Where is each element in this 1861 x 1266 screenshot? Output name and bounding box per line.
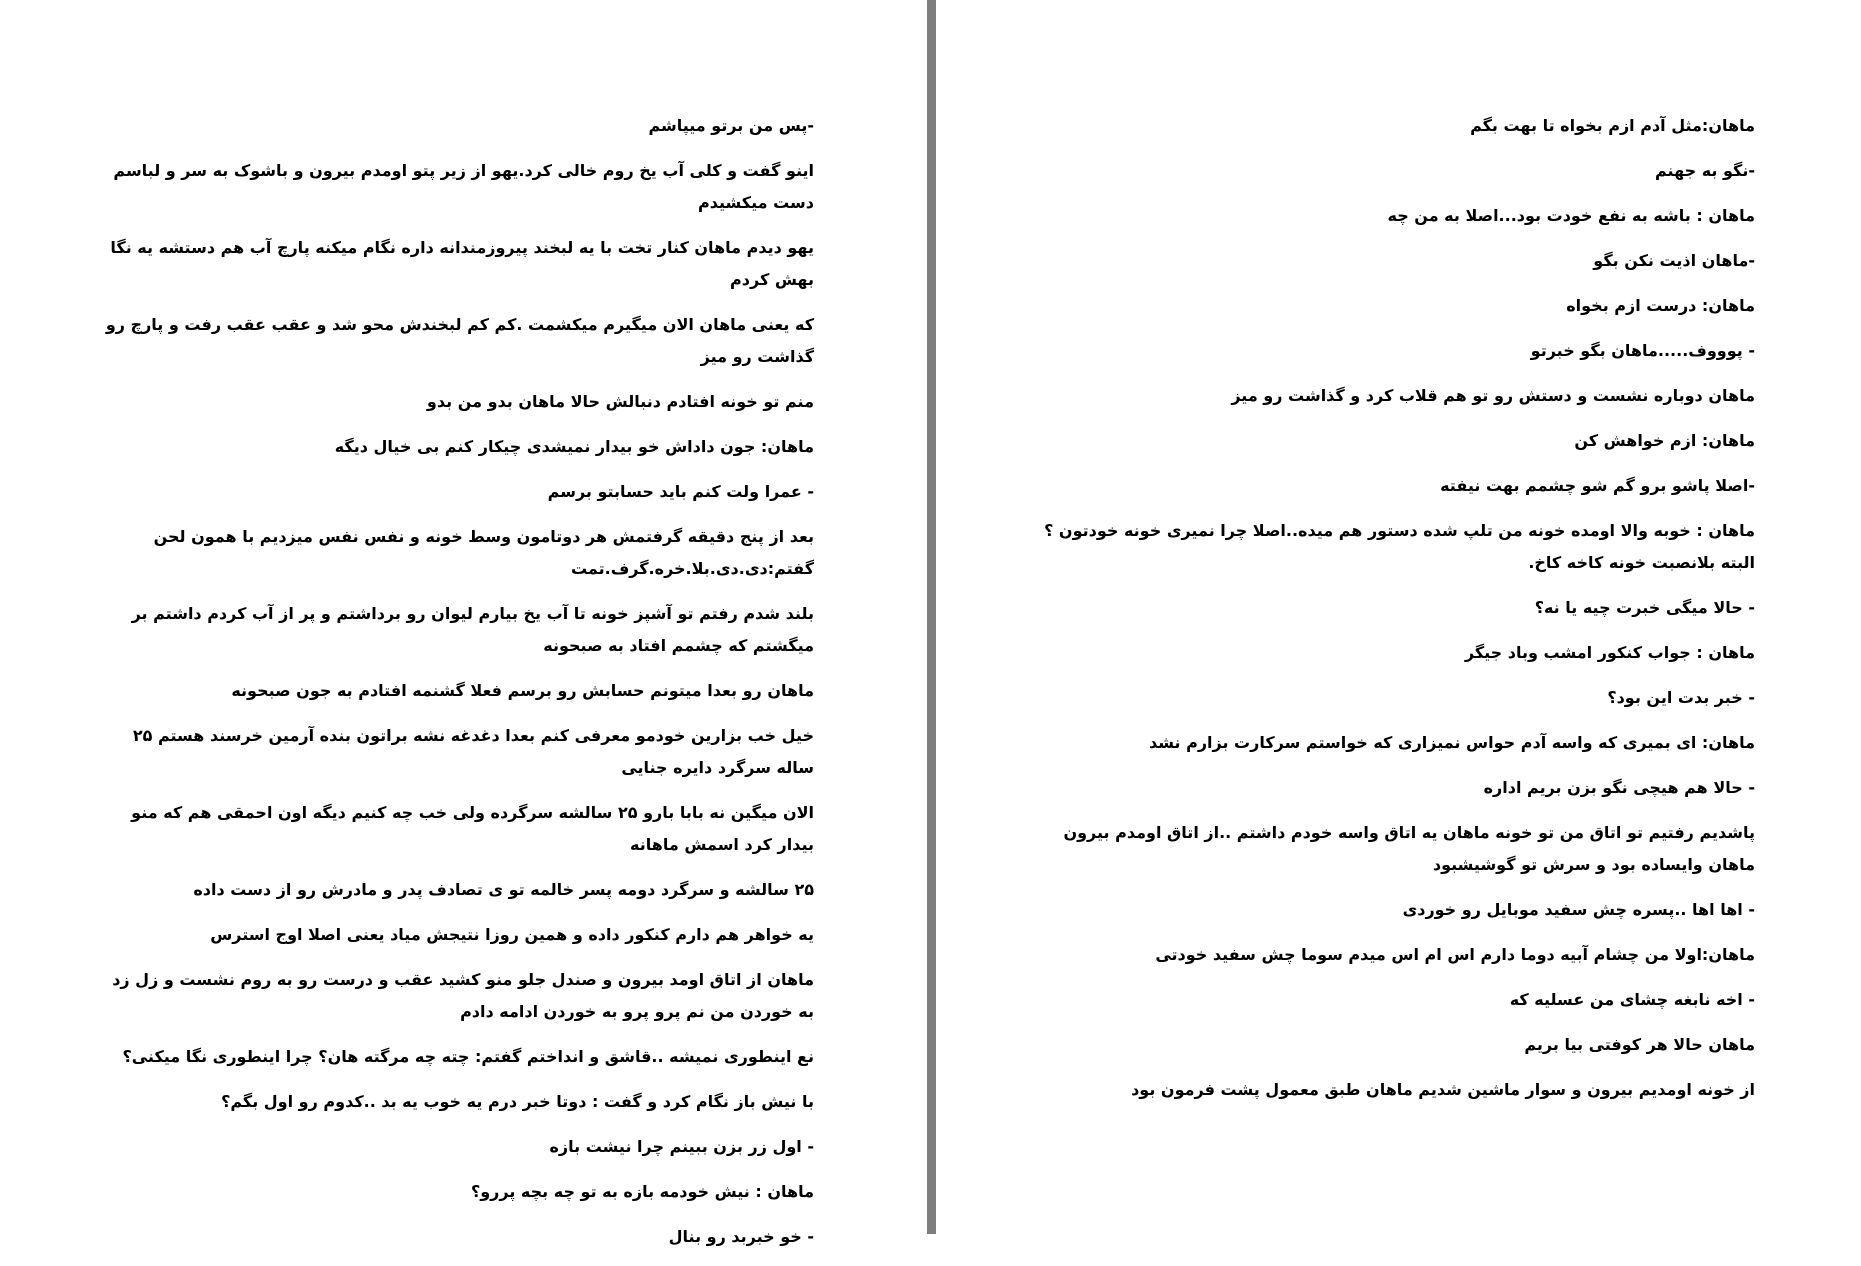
paragraph: ماهان:مثل آدم ازم بخواه تا بهت بگم bbox=[1470, 116, 1755, 135]
right-page bbox=[942, 0, 1861, 1234]
paragraph: - پوووف.....ماهان بگو خبرتو bbox=[1530, 341, 1755, 360]
paragraph: اینو گفت و کلی آب یخ روم خالی کرد.یهو از زیر پتو اومدم بیرون و باشوک به سر و لباسم دست میکشیدم bbox=[113, 161, 814, 212]
paragraph: خیل خب بزارین خودمو معرفی کنم بعدا دغدغه نشه براتون بنده آرمین خرسند هستم ۲۵ ساله سرگرد دایره جنایی bbox=[132, 726, 814, 777]
paragraph: - اها اها ..پسره چش سفید موبایل رو خوردی bbox=[1402, 900, 1755, 919]
left-page-text bbox=[94, 110, 814, 1266]
paragraph: الان میگین نه بابا بارو ۲۵ سالشه سرگرده ولی خب چه کنیم دیگه اون احمقی هم که منو بیدار کرد اسمش ماهانه bbox=[131, 803, 814, 854]
paragraph: با نیش باز نگام کرد و گفت : دوتا خبر درم یه خوب یه بد ..کدوم رو اول بگم؟ bbox=[221, 1092, 814, 1111]
paragraph: ماهان: جون داداش خو بیدار نمیشدی چیکار کنم بی خیال دیگه bbox=[334, 437, 814, 456]
paragraph: منم تو خونه افتادم دنبالش حالا ماهان بدو من بدو bbox=[426, 392, 814, 411]
paragraph: - خو خبربد رو بنال bbox=[668, 1227, 814, 1246]
paragraph: پاشدیم رفتیم تو اتاق من تو خونه ماهان یه اتاق واسه خودم داشتم ..از اتاق اومدم بیرون ماهان وایساده بود و سرش تو گوشیشبود bbox=[1063, 823, 1755, 874]
right-page-text bbox=[1035, 110, 1755, 1119]
page-divider bbox=[927, 0, 936, 1234]
paragraph: - خبر بدت این بود؟ bbox=[1607, 688, 1755, 707]
paragraph: ماهان : جواب کنکور امشب وباد جیگر bbox=[1464, 643, 1755, 662]
paragraph: - عمرا ولت کنم باید حسابتو برسم bbox=[547, 482, 814, 501]
paragraph: -اصلا پاشو برو گم شو چشمم بهت نیفته bbox=[1440, 476, 1755, 495]
paragraph: ماهان دوباره نشست و دستش رو تو هم قلاب کرد و گذاشت رو میز bbox=[1231, 386, 1755, 405]
paragraph: ماهان: ازم خواهش کن bbox=[1574, 431, 1755, 450]
paragraph: ماهان رو بعدا میتونم حسابش رو برسم فعلا گشنمه افتادم به جون صبحونه bbox=[231, 681, 814, 700]
left-page bbox=[0, 0, 924, 1246]
paragraph: نع اینطوری نمیشه ..قاشق و انداختم گفتم: چته چه مرگته هان؟ چرا اینطوری نگا میکنی؟ bbox=[122, 1047, 814, 1066]
paragraph: که یعنی ماهان الان میگیرم میکشمت .کم کم لبخندش محو شد و عقب عقب رفت و پارچ رو گذاشت رو میز bbox=[105, 315, 814, 366]
paragraph: -پس من برتو میپاشم bbox=[648, 116, 814, 135]
paragraph: ماهان : خوبه والا اومده خونه من تلپ شده دستور هم میده..اصلا چرا نمیری خونه خودتون ؟ البته بلانصبت خونه کاخه کاخ. bbox=[1044, 521, 1755, 572]
paragraph: ماهان : نیش خودمه بازه به تو چه بچه پررو؟ bbox=[470, 1182, 814, 1201]
paragraph: بلند شدم رفتم تو آشپز خونه تا آب یخ بیارم لیوان رو برداشتم و پر از آب کردم داشتم بر میگشتم که چشمم افتاد به صبحونه bbox=[131, 604, 814, 655]
paragraph: - اخه نابغه چشای من عسلیه که bbox=[1509, 990, 1755, 1009]
paragraph: یه خواهر هم دارم کنکور داده و همین روزا نتیجش میاد یعنی اصلا اوج استرس bbox=[210, 925, 814, 944]
paragraph: ۲۵ سالشه و سرگرد دومه پسر خالمه تو ی تصادف پدر و مادرش رو از دست داده bbox=[193, 880, 814, 899]
paragraph: از خونه اومدیم بیرون و سوار ماشین شدیم ماهان طبق معمول پشت فرمون بود bbox=[1131, 1080, 1755, 1099]
paragraph: ماهان: ای بمیری که واسه آدم حواس نمیزاری که خواستم سرکارت بزارم نشد bbox=[1148, 733, 1755, 752]
paragraph: - حالا میگی خبرت چیه یا نه؟ bbox=[1534, 598, 1755, 617]
paragraph: ماهان:اولا من چشام آبیه دوما دارم اس ام اس میدم سوما چش سفید خودتی bbox=[1155, 945, 1755, 964]
paragraph: ماهان حالا هر کوفتی بیا بریم bbox=[1524, 1035, 1755, 1054]
paragraph: ماهان از اتاق اومد بیرون و صندل جلو منو کشید عقب و درست رو به روم نشست و زل زد به خوردن من نم پرو پرو به خوردن ادامه دادم bbox=[112, 970, 814, 1021]
paragraph: بعد از پنج دقیقه گرفتمش هر دوتامون وسط خونه و نفس نفس میزدیم با همون لحن گفتم:دی.دی.بلا.خره.گرف.تمت bbox=[153, 527, 814, 578]
paragraph: - اول زر بزن ببینم چرا نیشت بازه bbox=[549, 1137, 814, 1156]
paragraph: -ماهان اذیت نکن بگو bbox=[1593, 251, 1755, 270]
paragraph: یهو دیدم ماهان کنار تخت با یه لبخند پیروزمندانه داره نگام میکنه پارچ آب هم دستشه یه نگا بهش کردم bbox=[110, 238, 814, 289]
paragraph: - حالا هم هیچی نگو بزن بریم اداره bbox=[1483, 778, 1755, 797]
paragraph: ماهان: درست ازم بخواه bbox=[1566, 296, 1755, 315]
paragraph: ماهان : باشه به نفع خودت بود...اصلا به من چه bbox=[1387, 206, 1755, 225]
paragraph: -نگو به جهنم bbox=[1654, 161, 1755, 180]
